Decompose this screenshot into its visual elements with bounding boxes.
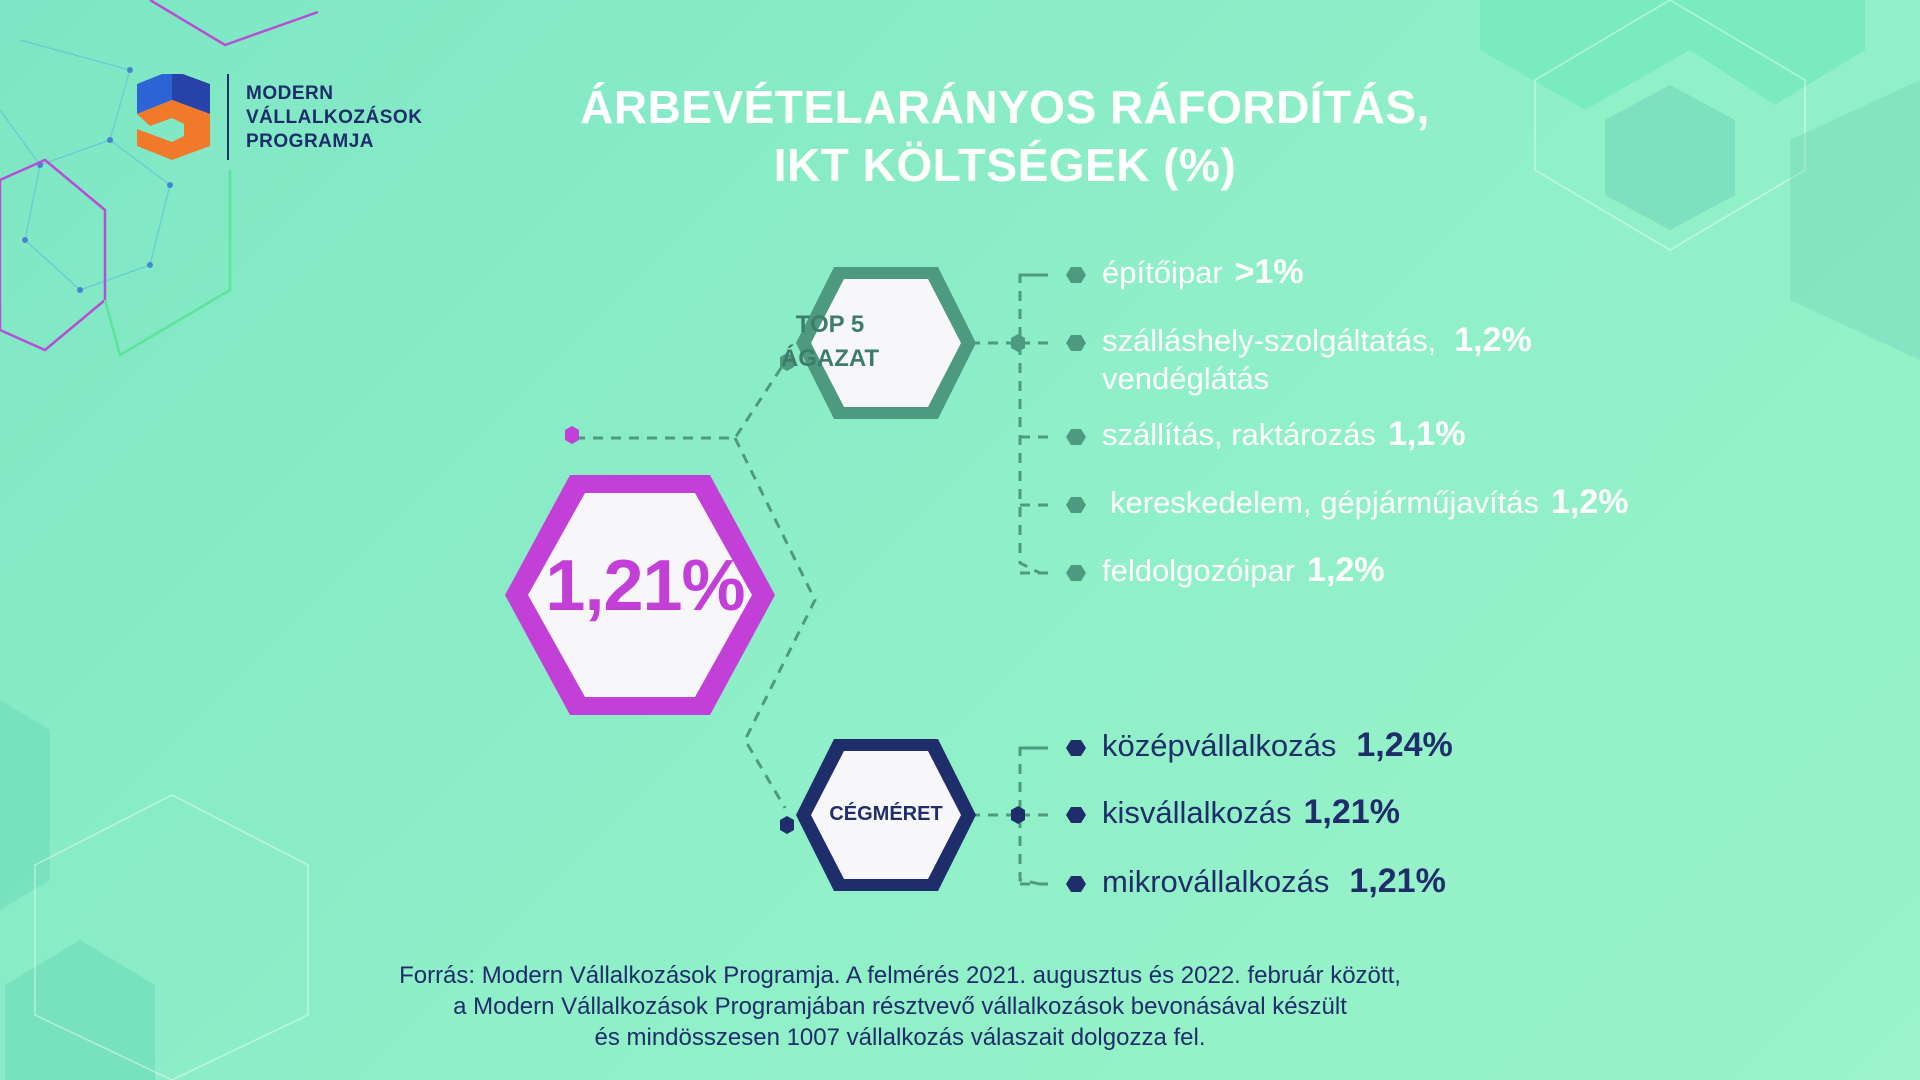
top5-item-5 xyxy=(1102,551,1385,590)
title-line-1: ÁRBEVÉTELARÁNYOS RÁFORDÍTÁS, xyxy=(580,81,1430,133)
top5-label-line-2: ÁGAZAT xyxy=(780,345,880,372)
top5-item-5-name: feldolgozóipar xyxy=(1102,553,1296,588)
size-label: CÉGMÉRET xyxy=(829,803,943,825)
top5-item-3 xyxy=(1102,415,1465,454)
size-item-1-value: 1,24% xyxy=(1356,726,1453,764)
logo-line-2: VÁLLALKOZÁSOK xyxy=(246,107,423,128)
dot-size-branch xyxy=(1011,806,1025,824)
top5-item-1 xyxy=(1102,253,1304,292)
size-item-1 xyxy=(1102,726,1453,765)
top5-item-3-name: szállítás, raktározás xyxy=(1102,417,1376,452)
top5-bullets xyxy=(1066,267,1086,581)
size-item-1-name: középvállalkozás xyxy=(1102,728,1337,763)
source-line-2: a Modern Vállalkozások Programjában résztvevő vállalkozások bevonásával készült xyxy=(453,993,1347,1020)
top5-item-1-name: építőipar xyxy=(1102,255,1223,290)
top5-item-3-value: 1,1% xyxy=(1387,415,1466,453)
size-item-3-name: mikrovállalkozás xyxy=(1102,864,1330,899)
title-line-2: IKT KÖLTSÉGEK (%) xyxy=(773,139,1237,191)
center-value: 1,21% xyxy=(545,546,745,626)
top5-item-4-name: kereskedelem, gépjárműjavítás xyxy=(1110,485,1540,520)
logo-line-3: PROGRAMJA xyxy=(246,131,375,152)
size-item-3 xyxy=(1102,862,1446,901)
top5-item-2-name: szálláshely-szolgáltatás, xyxy=(1102,323,1437,358)
top5-item-2 xyxy=(1102,321,1532,360)
dot-size xyxy=(780,816,794,834)
dot-center xyxy=(565,426,579,444)
dot-top5-branch xyxy=(1011,334,1025,352)
size-item-3-value: 1,21% xyxy=(1349,862,1446,900)
size-item-2 xyxy=(1102,793,1400,832)
top5-item-2-value: 1,2% xyxy=(1454,321,1532,359)
logo-line-1: MODERN xyxy=(246,83,334,104)
size-item-2-name: kisvállalkozás xyxy=(1102,795,1292,830)
source-note xyxy=(0,960,1920,1053)
top5-label-line-1: TOP 5 xyxy=(795,311,865,338)
top5-item-1-value: >1% xyxy=(1234,253,1304,291)
source-line-3: és mindösszesen 1007 vállalkozás válaszait dolgozza fel. xyxy=(594,1024,1206,1051)
source-line-1: Forrás: Modern Vállalkozások Programja. A felmérés 2021. augusztus és 2022. február között, xyxy=(399,962,1401,989)
top5-item-5-value: 1,2% xyxy=(1307,551,1385,589)
size-item-2-value: 1,21% xyxy=(1303,793,1400,831)
connector-center-top5 xyxy=(575,362,785,438)
top5-label xyxy=(775,308,885,376)
size-bullets xyxy=(1066,740,1086,892)
connector-top5-vertical xyxy=(1020,275,1040,573)
top5-item-4-value: 1,2% xyxy=(1551,483,1629,521)
top5-item-4 xyxy=(1110,483,1629,522)
top5-item-2-line-2: vendéglátás xyxy=(1102,361,1270,396)
